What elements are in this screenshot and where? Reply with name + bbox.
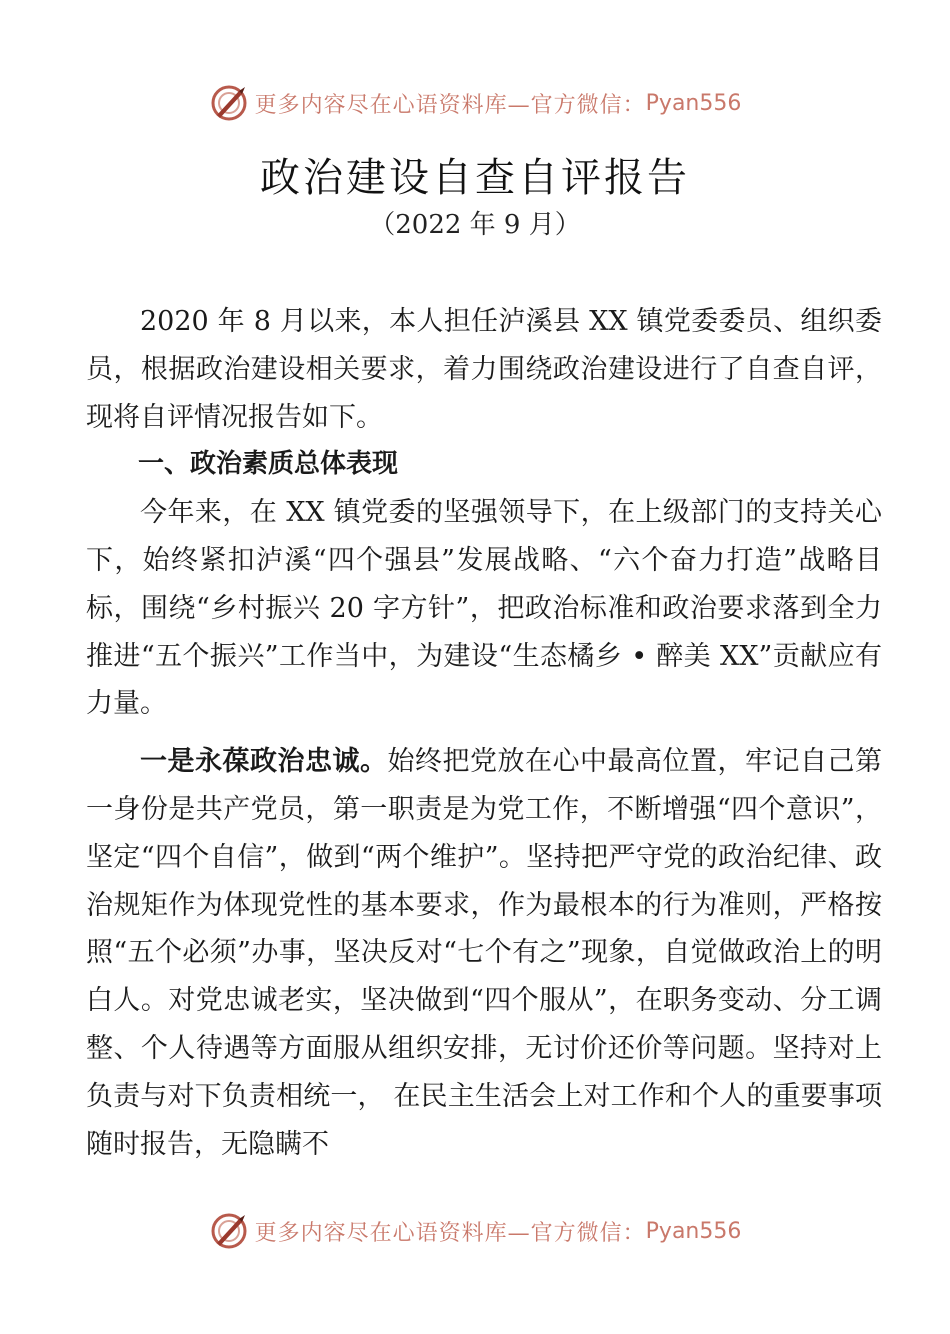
document-date: （2022 年 9 月） xyxy=(369,210,581,240)
point-lead: 一是永葆政治忠诚。 xyxy=(140,746,388,778)
document-title: 政治建设自查自评报告 xyxy=(260,155,690,201)
intro-paragraph: 2020 年 8 月以来，本人担任泸溪县 XX 镇党委委员、组织委员，根据政治建设相关要求，着力围绕政治建设进行了自查自评，现将自评情况报告如下。 xyxy=(86,306,882,433)
watermark-banner-bottom xyxy=(0,1206,950,1256)
section-heading: 一、政治素质总体表现 xyxy=(138,449,399,480)
document-body xyxy=(86,298,882,1168)
section-paragraph: 今年来，在 XX 镇党委的坚强领导下，在上级部门的支持关心下，始终紧扣泸溪“四个强县”发展战略、“六个奋力打造”战略目标，围绕“乡村振兴 20 字方针”，把政治标准和政治要求落到全力推进“五个振兴”工作当中，为建设“生态橘乡 • 醉美 XX”贡献应有力量。 xyxy=(86,497,882,720)
watermark-wechat-id: Pyan556 xyxy=(645,1218,742,1244)
watermark-text: 更多内容尽在心语资料库—官方微信： xyxy=(254,1220,646,1246)
quill-pen-logo-icon xyxy=(209,1211,249,1251)
watermark-banner-top xyxy=(0,78,950,128)
quill-pen-logo-icon xyxy=(209,83,249,123)
point-paragraph xyxy=(86,738,882,1168)
point-body: 始终把党放在心中最高位置，牢记自己第一身份是共产党员，第一职责是为党工作，不断增强“四个意识”，坚定“四个自信”，做到“两个维护”。坚持把严守党的政治纪律、政治规矩作为体现党性的基本要求，作为最根本的行为准则，严格按照“五个必须”办事，坚决反对“七个有之”现象，自觉做政治上的明白人。对党忠诚老实，坚决做到“四个服从”，在职务变动、分工调整、个人待遇等方面服从组织安排，无讨价还价等问题。坚持对上负责与对下负责相统一， 在民主生活会上对工作和个人的重要事项随时报告，无隐瞒不 xyxy=(86,746,882,1160)
watermark-text: 更多内容尽在心语资料库—官方微信： xyxy=(254,92,646,118)
watermark-wechat-id: Pyan556 xyxy=(645,90,742,116)
